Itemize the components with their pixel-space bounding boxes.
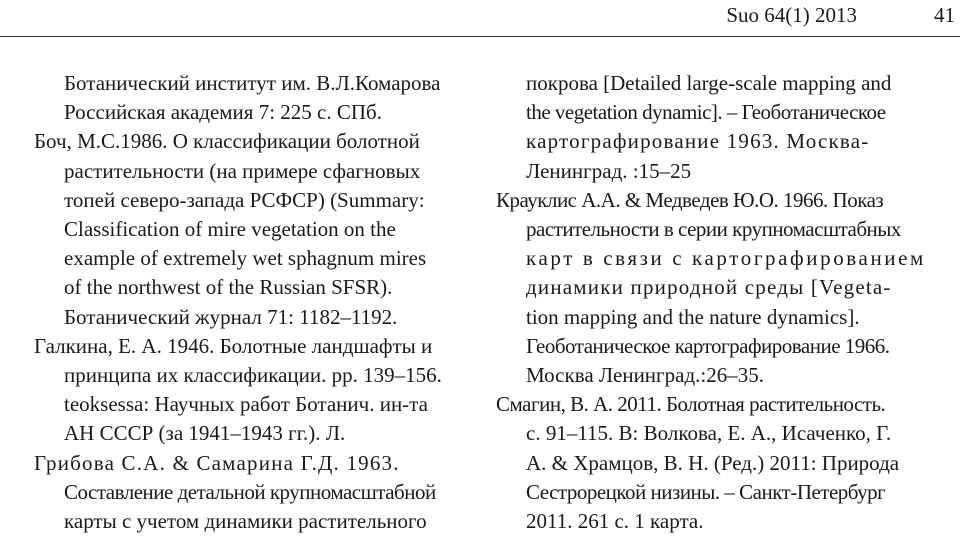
reference-line: АН СССР (за 1941–1943 гг.). Л.	[64, 421, 346, 446]
reference-line: Смагин, В. А. 2011. Болотная растительность.	[496, 392, 886, 417]
reference-line: растительности (на примере сфагновых	[64, 158, 421, 183]
reference-line: Российская академия 7: 225 с. СПб.	[64, 100, 382, 125]
left-column	[34, 69, 464, 536]
reference-line: tion mapping and the nature dynamics].	[526, 304, 860, 329]
reference-line: покрова [Detailed large-scale mapping and	[526, 71, 892, 95]
reference-line: Составление детальной крупномасштабной	[64, 479, 436, 504]
reference-line: Галкина, Е. А. 1946. Болотные ландшафты и	[34, 333, 433, 358]
reference-line: А. & Храмцов, В. Н. (Ред.) 2011: Природа	[526, 450, 900, 475]
reference-line: Грибова С.А. & Самарина Г.Д. 1963.	[34, 450, 400, 475]
reference-line: Classification of mire vegetation on the	[64, 217, 396, 242]
reference-line: карт в связи с картографированием	[526, 246, 926, 271]
reference-line: the vegetation dynamic]. – Геоботаническое	[526, 100, 886, 125]
reference-line: Сестрорецкой низины. – Санкт-Петербург	[526, 479, 886, 504]
reference-line: of the northwest of the Russian SFSR).	[64, 275, 393, 300]
reference-line: example of extremely wet sphagnum mires	[64, 246, 427, 271]
reference-line: Ленинград. :15–25	[526, 158, 692, 183]
reference-line: Боч, М.С.1986. О классификации болотной	[34, 129, 420, 154]
reference-line: динамики природной среды [Vegeta-	[526, 275, 892, 300]
reference-line: с. 91–115. В: Волкова, Е. А., Исаченко, Г.	[526, 421, 892, 446]
reference-line: растительности в серии крупномасштабных	[526, 217, 901, 242]
reference-line: Ботанический журнал 71: 1182–1192.	[64, 304, 398, 329]
page-number: 41	[934, 3, 955, 27]
reference-line: топей северо-запада РСФСР) (Summary:	[64, 187, 425, 212]
reference-line: Геоботаническое картографирование 1966.	[526, 333, 890, 358]
reference-line: картографирование 1963. Москва-	[526, 129, 870, 154]
reference-line: Москва Ленинград.:26–35.	[526, 363, 764, 388]
reference-line: карты с учетом динамики растительного	[64, 509, 427, 534]
running-header	[0, 0, 960, 37]
reference-line: Ботанический институт им. В.Л.Комарова	[64, 71, 441, 95]
journal-citation: Suo 64(1) 2013	[726, 3, 857, 27]
reference-line: принципа их классификации. pp. 139–156.	[64, 363, 442, 388]
reference-line: 2011. 261 с. 1 карта.	[526, 509, 704, 534]
reference-line: Крауклис А.А. & Медведев Ю.О. 1966. Показ	[496, 187, 884, 212]
right-column	[496, 69, 960, 536]
reference-line: teoksessa: Научных работ Ботанич. ин-та	[64, 392, 428, 417]
